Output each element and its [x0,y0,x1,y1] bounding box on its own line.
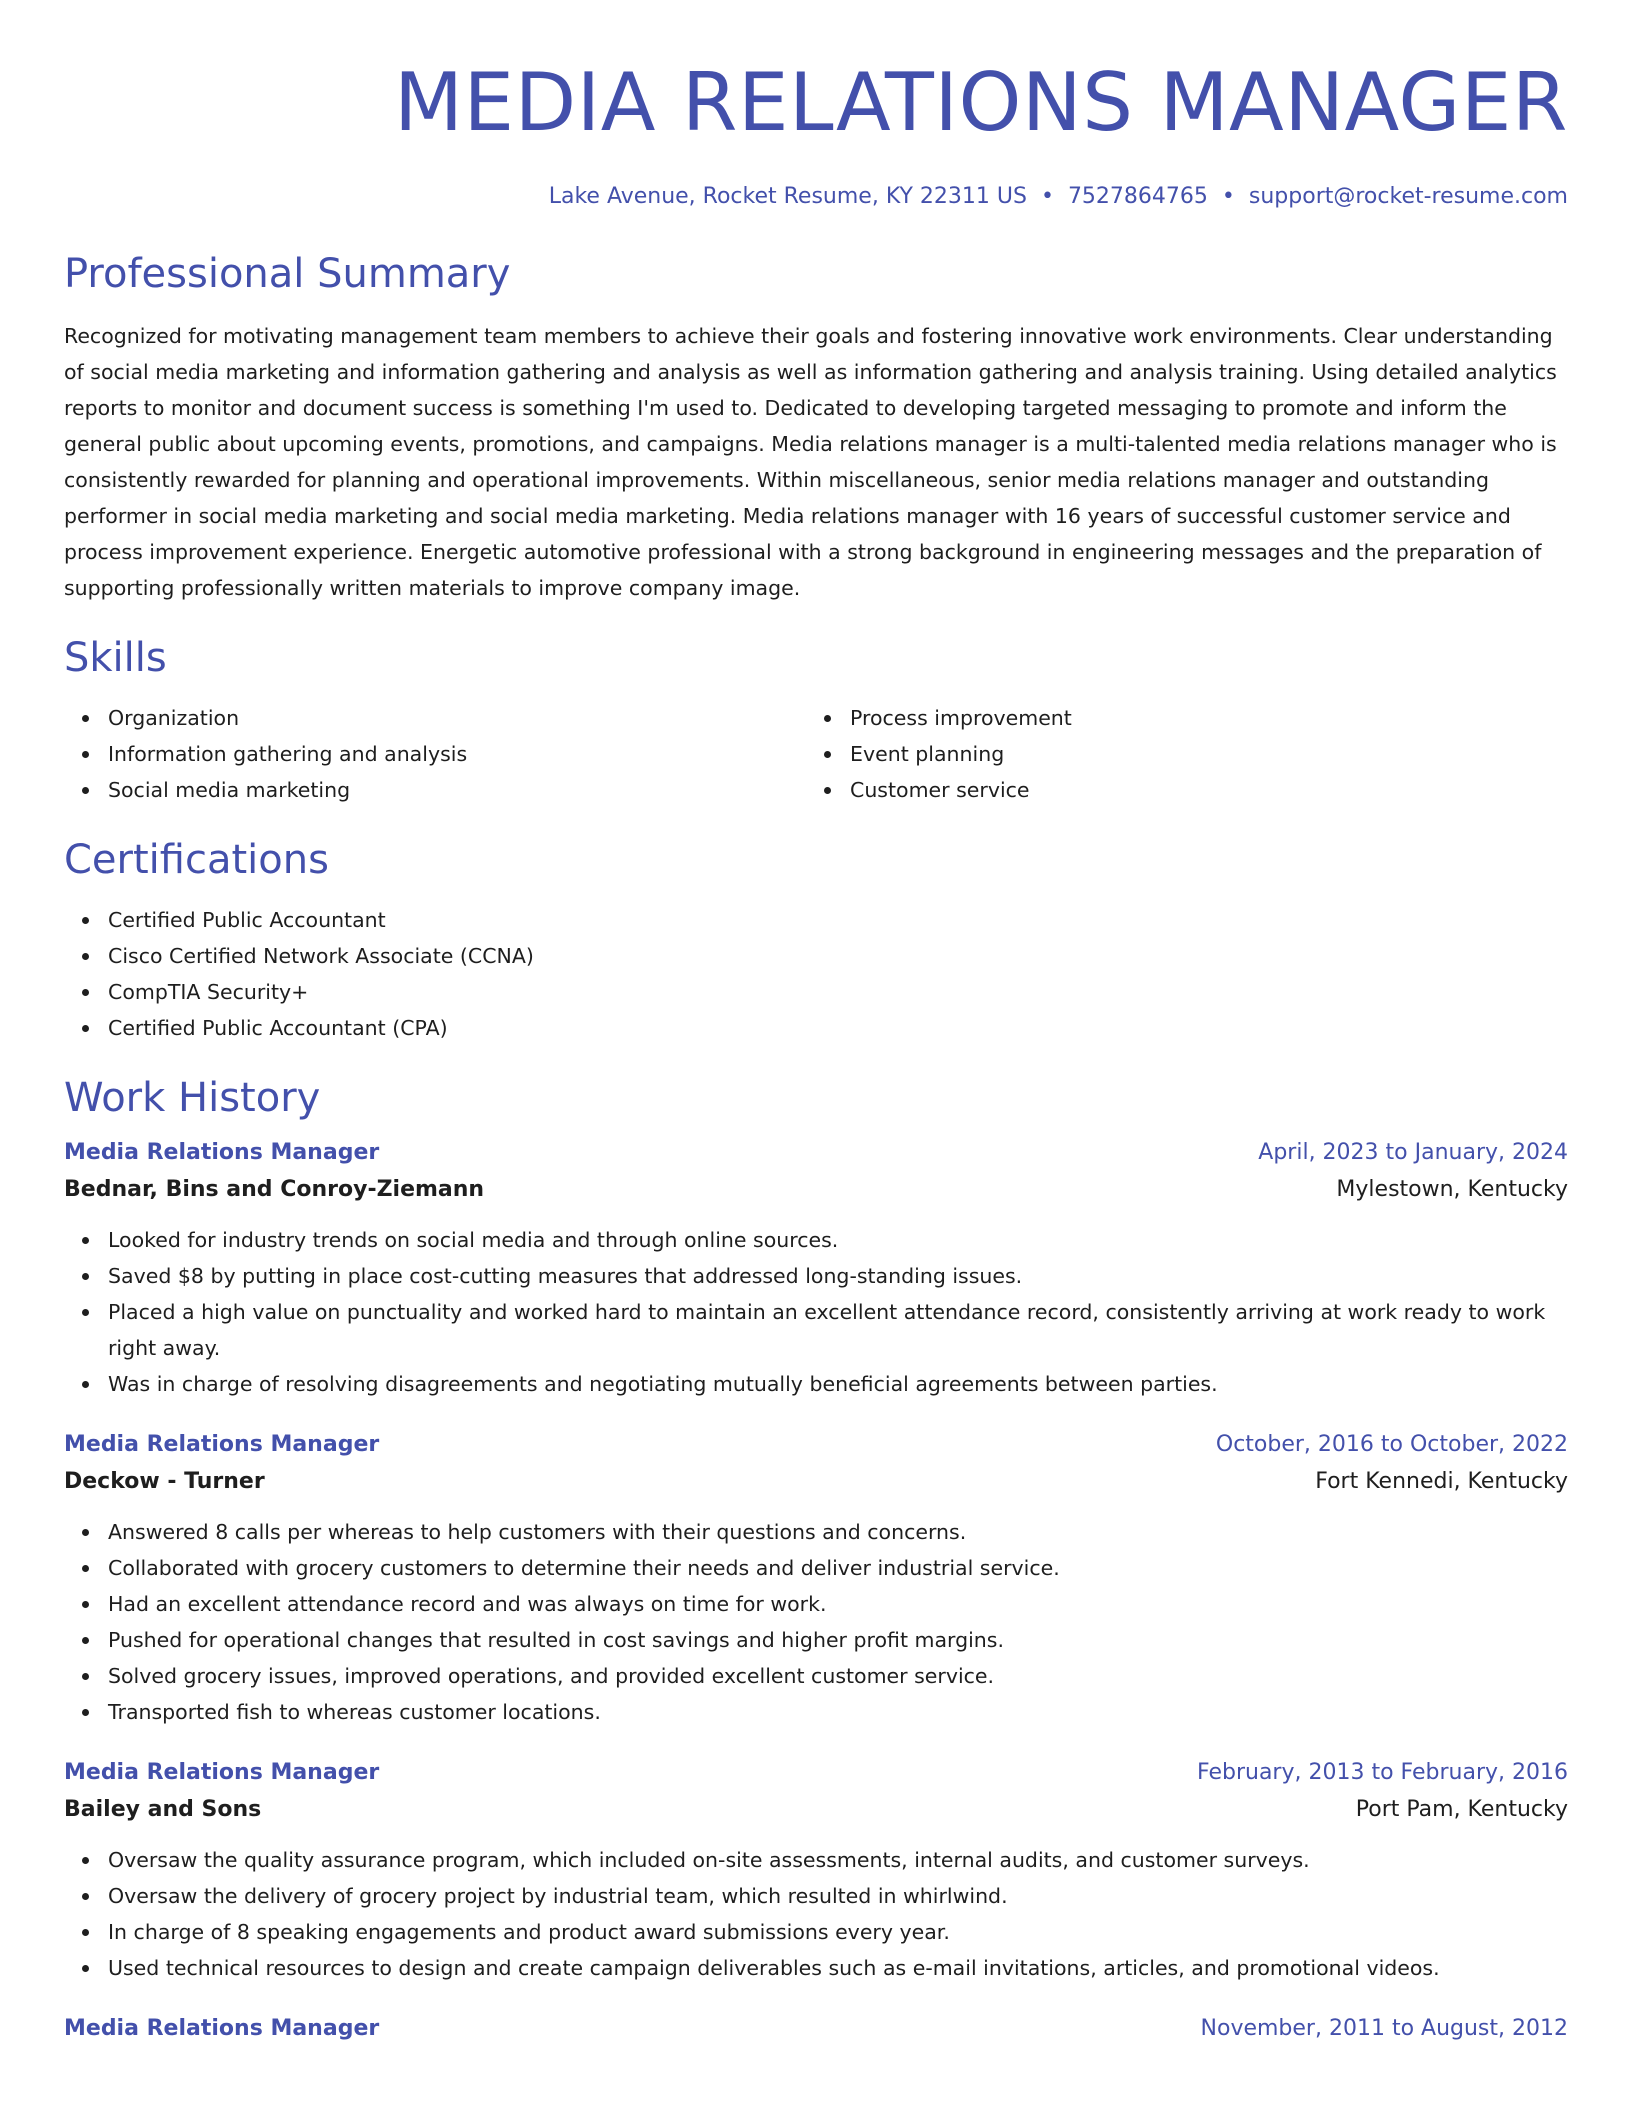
contact-phone[interactable]: 7527864765 [1067,184,1208,209]
job-dates: November, 2011 to August, 2012 [1200,2016,1568,2041]
section-title-summary: Professional Summary [64,251,511,297]
job-bullet: Collaborated with grocery customers to determine their needs and deliver industrial service. [108,1550,1568,1586]
job-bullet: Solved grocery issues, improved operations, and provided excellent customer service. [108,1658,1568,1694]
job-dates: February, 2013 to February, 2016 [1197,1760,1568,1785]
job-bullet: Transported fish to whereas customer locations. [108,1694,1568,1730]
job-company-row [64,1462,1568,1502]
certifications-section [64,834,1568,1046]
job-bullet: Placed a high value on punctuality and worked hard to maintain an excellent attendance record, consistently arriving at work ready to work right away. [108,1294,1568,1366]
section-title-work-history: Work History [64,1075,321,1121]
job-bullet: Was in charge of resolving disagreements and negotiating mutually beneficial agreements between parties. [108,1366,1568,1402]
job-header-row [64,1136,1568,1170]
job-title: Media Relations Manager [64,1140,380,1165]
job-bullet: Used technical resources to design and create campaign deliverables such as e-mail invitations, articles, and promotional videos. [108,1950,1568,1986]
job-company: Bailey and Sons [64,1797,262,1822]
job-bullets [64,1222,1568,1402]
skill-item: Social media marketing [108,772,806,808]
certification-item: Certified Public Accountant (CPA) [108,1010,1568,1046]
work-history-section [64,1072,1568,2046]
job-bullets [64,1514,1568,1730]
job-title: Media Relations Manager [64,2016,380,2041]
job-bullet: Answered 8 calls per whereas to help customers with their questions and concerns. [108,1514,1568,1550]
job-header-row [64,2012,1568,2046]
skills-column-right [806,700,1548,808]
job-bullet: Looked for industry trends on social media and through online sources. [108,1222,1568,1258]
job-location: Port Pam, Kentucky [1355,1797,1568,1822]
job-bullet: Saved $8 by putting in place cost-cutting measures that addressed long-standing issues. [108,1258,1568,1294]
job-dates: April, 2023 to January, 2024 [1258,1140,1568,1165]
summary-text: Recognized for motivating management team members to achieve their goals and fostering innovative work environments. Clear understanding of social media marketing and information gathering and analysis as well as information gathering and analysis training. Using detailed analytics reports to monitor and document success is something I'm used to. Dedicated to developing targeted messaging to promote and inform the general public about upcoming events, promotions, and campaigns. Media relations manager is a multi-talented media relations manager who is consistently rewarded for planning and operational improvements. Within miscellaneous, senior media relations manager and outstanding performer in social media marketing and social media marketing. Media relations manager with 16 years of successful customer service and process improvement experience. Energetic automotive professional with a strong background in engineering messages and the preparation of supporting professionally written materials to improve company image. [64,324,1557,600]
job-entry [64,1756,1568,1986]
job-list [64,1136,1568,2046]
contact-email[interactable]: support@rocket-resume.com [1248,184,1568,209]
job-company-row [64,1790,1568,1830]
job-location: Fort Kennedi, Kentucky [1315,1469,1568,1494]
job-company: Deckow - Turner [64,1469,265,1494]
job-title: Media Relations Manager [64,1760,380,1785]
contact-separator: • [1040,184,1054,209]
skill-item: Process improvement [850,700,1548,736]
skill-item: Organization [108,700,806,736]
certification-item: Certified Public Accountant [108,902,1568,938]
skill-item: Information gathering and analysis [108,736,806,772]
job-bullet: Had an excellent attendance record and was always on time for work. [108,1586,1568,1622]
skill-item: Customer service [850,772,1548,808]
job-dates: October, 2016 to October, 2022 [1215,1432,1568,1457]
job-location: Mylestown, Kentucky [1336,1177,1568,1202]
skills-list-left [64,700,806,808]
certifications-list [64,902,1568,1046]
job-bullet: Oversaw the delivery of grocery project by industrial team, which resulted in whirlwind. [108,1878,1568,1914]
contact-line [64,182,1568,212]
summary-section [64,248,1568,606]
job-entry [64,1428,1568,1730]
job-title: Media Relations Manager [64,1432,380,1457]
job-bullet: Oversaw the quality assurance program, which included on-site assessments, internal audits, and customer surveys. [108,1842,1568,1878]
certification-item: Cisco Certified Network Associate (CCNA) [108,938,1568,974]
job-company-row [64,1170,1568,1210]
resume-page [64,0,1568,2046]
skills-section [64,632,1568,808]
job-bullet: In charge of 8 speaking engagements and product award submissions every year. [108,1914,1568,1950]
section-title-certifications: Certifications [64,837,329,883]
job-header-row [64,1428,1568,1462]
skills-list-right [806,700,1548,808]
job-header-row [64,1756,1568,1790]
job-entry [64,2012,1568,2046]
job-bullets [64,1842,1568,1986]
skill-item: Event planning [850,736,1548,772]
job-entry [64,1136,1568,1402]
job-company: Bednar, Bins and Conroy-Ziemann [64,1177,485,1202]
certification-item: CompTIA Security+ [108,974,1568,1010]
job-bullet: Pushed for operational changes that resulted in cost savings and higher profit margins. [108,1622,1568,1658]
skills-grid [64,700,1568,808]
section-title-skills: Skills [64,635,167,681]
skills-column-left [64,700,806,808]
resume-title: MEDIA RELATIONS MANAGER [394,56,1568,149]
contact-address: Lake Avenue, Rocket Resume, KY 22311 US [548,184,1027,209]
contact-separator: • [1221,184,1235,209]
